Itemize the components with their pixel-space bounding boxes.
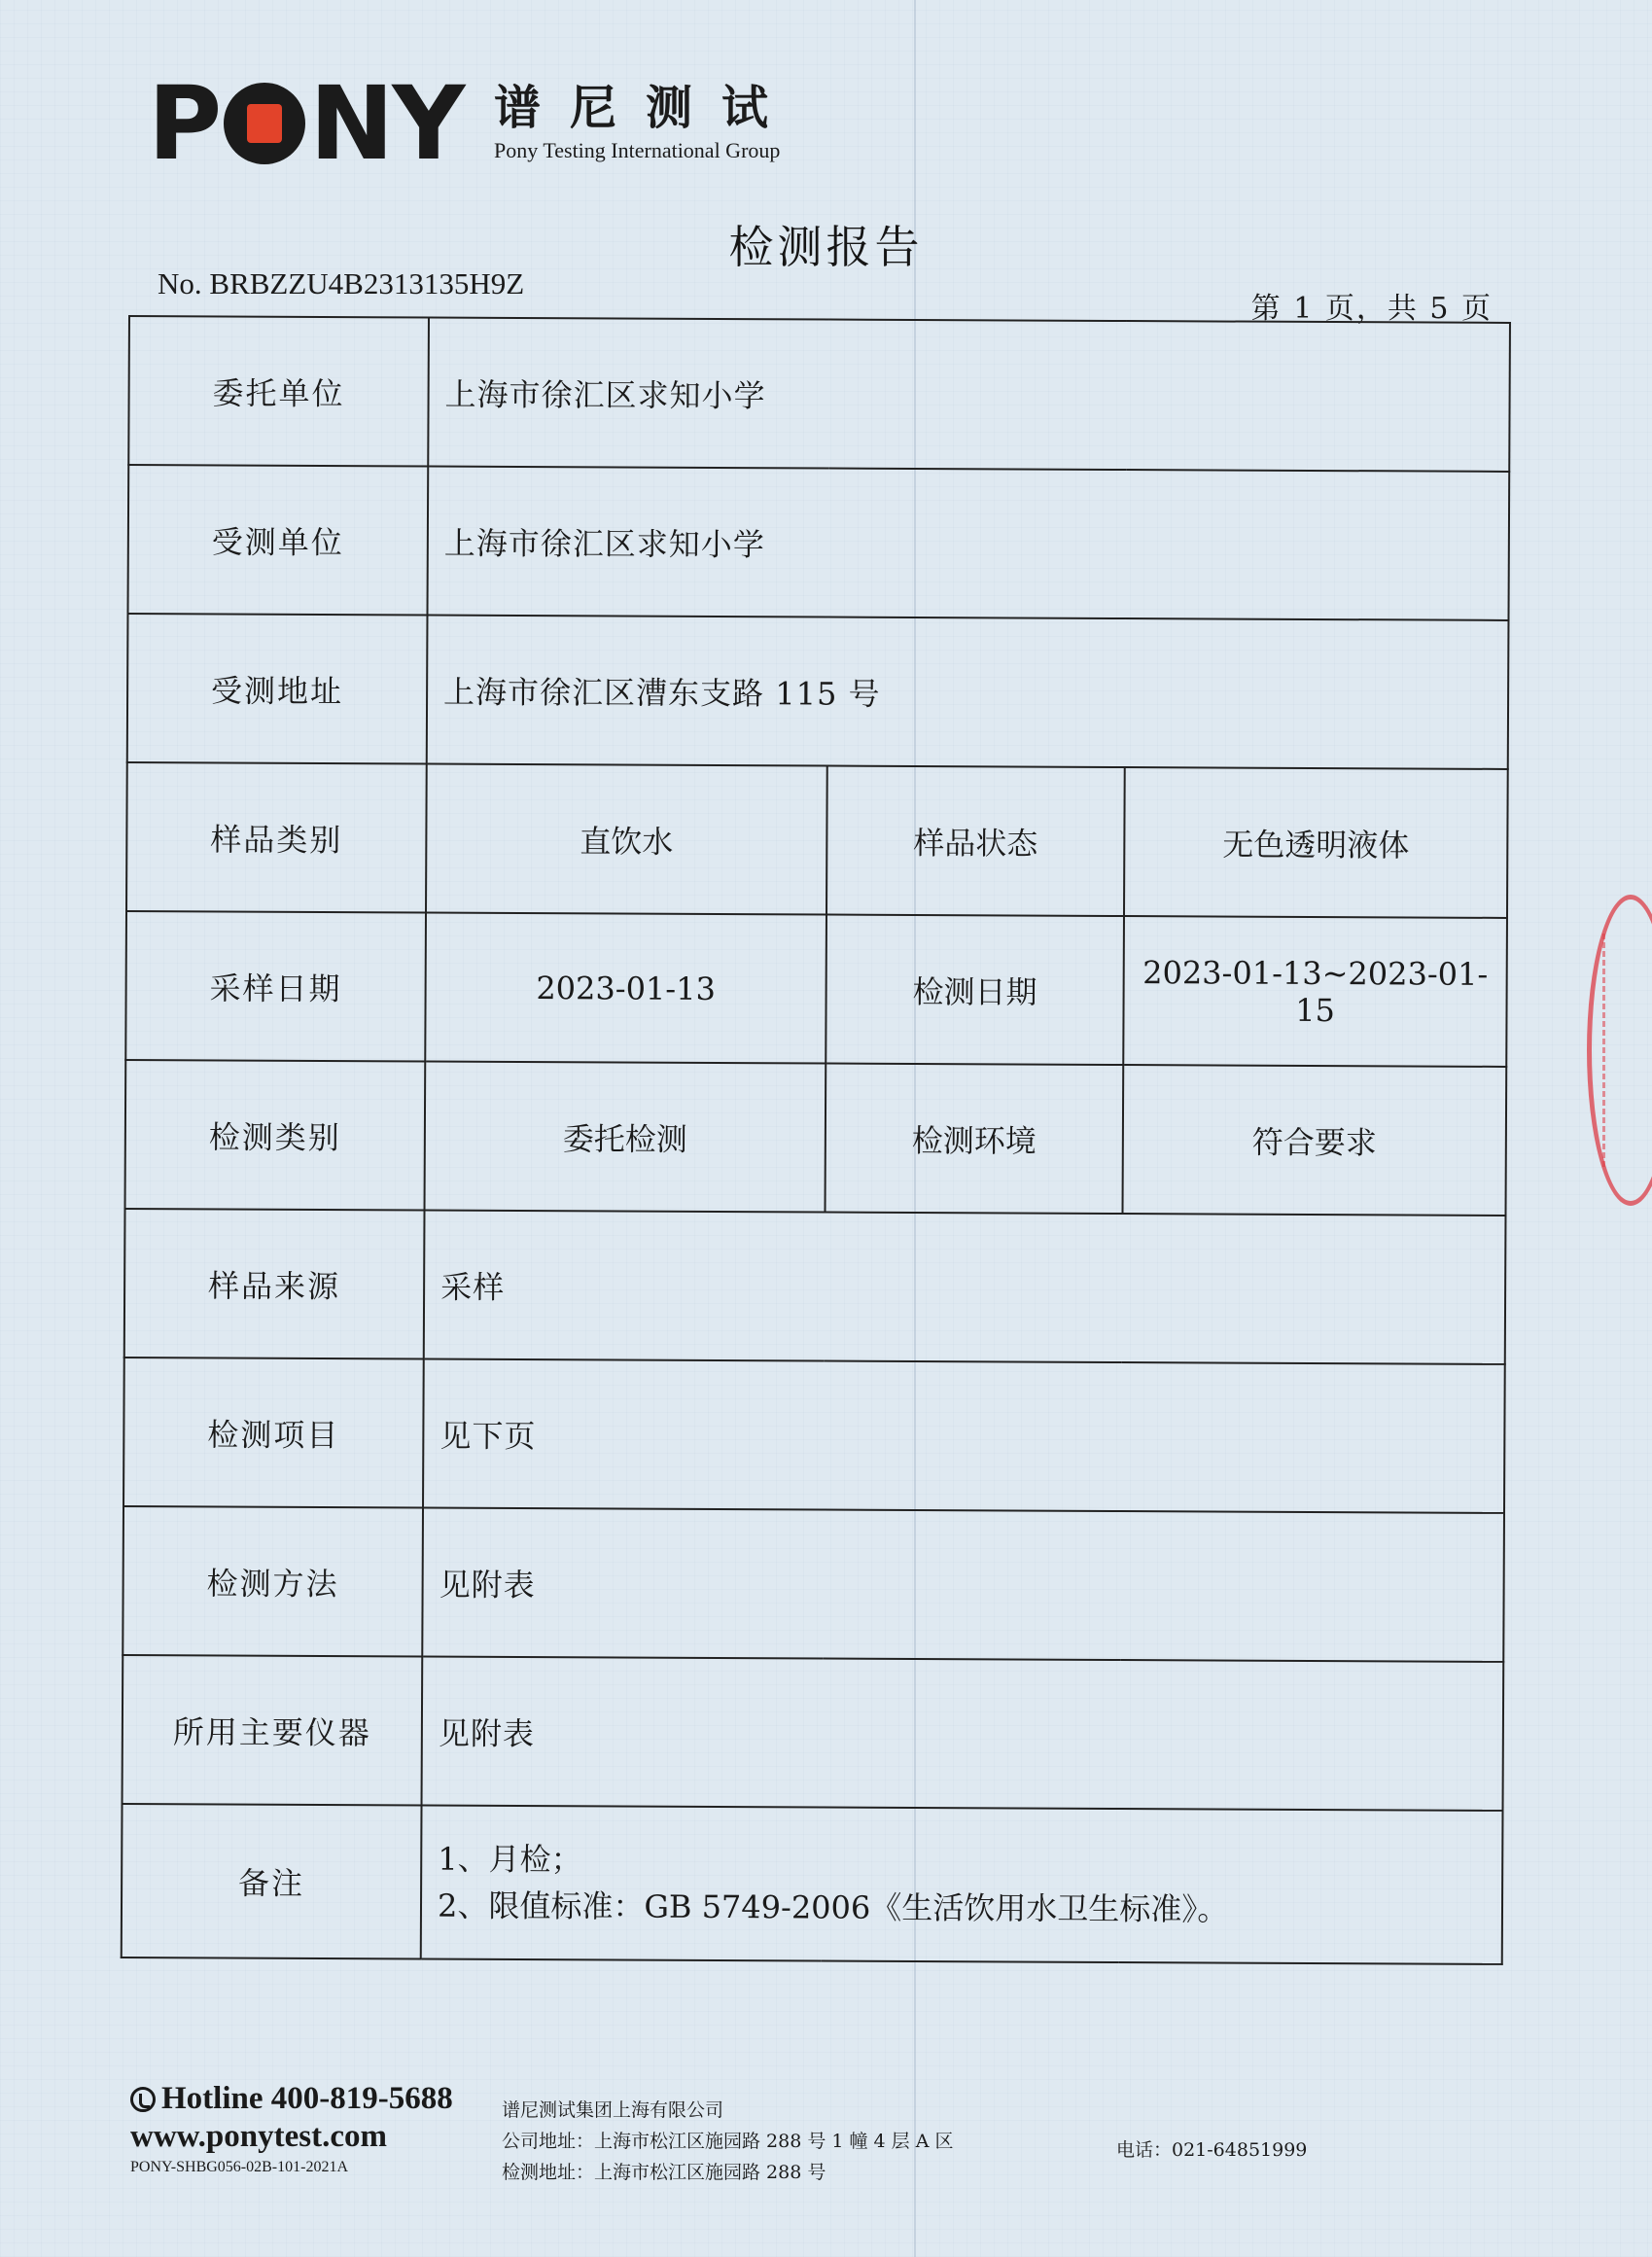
- test-date-label: 检测日期: [826, 915, 1124, 1065]
- test-items-label: 检测项目: [123, 1358, 424, 1508]
- table-row-instruments: [123, 1655, 1504, 1811]
- instruments-value: 见附表: [422, 1656, 1504, 1810]
- sample-state-value: 无色透明液体: [1124, 767, 1508, 918]
- test-env-label: 检测环境: [826, 1064, 1124, 1214]
- form-code: PONY-SHBG056-02B-101-2021A: [130, 2159, 349, 2175]
- sample-source-value: 采样: [424, 1210, 1506, 1363]
- table-row-sample-category: [126, 762, 1508, 918]
- table-row-client: [128, 316, 1510, 472]
- test-type-label: 检测类别: [125, 1060, 426, 1211]
- footer-phone: 电话：021-64851999: [1116, 2139, 1308, 2161]
- sampling-date-label: 采样日期: [125, 911, 426, 1062]
- test-type-value: 委托检测: [425, 1062, 826, 1213]
- report-title: 检测报告: [728, 221, 924, 273]
- report-number: No. BRBZZU4B2313135H9Z: [158, 266, 525, 300]
- test-method-value: 见附表: [422, 1507, 1504, 1661]
- report-info-table: [121, 315, 1511, 1965]
- test-method-label: 检测方法: [123, 1506, 423, 1657]
- remark-line: 2、限值标准：GB 5749-2006《生活饮用水卫生标准》。: [437, 1887, 1229, 1928]
- company-logo: [148, 64, 828, 183]
- test-items-value: 见下页: [423, 1358, 1505, 1512]
- sample-source-label: 样品来源: [124, 1209, 425, 1359]
- remarks-value: [421, 1805, 1503, 1963]
- table-row-test-type: [125, 1060, 1507, 1216]
- hotline-text: Hotline 400-819-5688: [161, 2081, 453, 2116]
- tested-address-label: 受测地址: [127, 614, 428, 764]
- tested-address-value: 上海市徐汇区漕东支路 115 号: [427, 616, 1509, 769]
- website-link[interactable]: www.ponytest.com: [130, 2119, 387, 2154]
- footer-company-address: 公司地址：上海市松江区施园路 288 号 1 幢 4 层 A 区: [502, 2131, 954, 2152]
- client-value: 上海市徐汇区求知小学: [428, 318, 1510, 472]
- footer-company-name: 谱尼测试集团上海有限公司: [502, 2099, 724, 2121]
- table-row-dates: [125, 911, 1507, 1067]
- hotline: [130, 2081, 519, 2117]
- test-date-value: 2023-01-13~2023-01-15: [1123, 916, 1507, 1067]
- client-label: 委托单位: [128, 316, 429, 467]
- sample-category-label: 样品类别: [126, 762, 427, 913]
- company-name-cn: 谱尼测试: [494, 81, 798, 135]
- page-count: 第 1 页，共 5 页: [1250, 292, 1493, 326]
- remark-line: 1、月检；: [438, 1840, 582, 1879]
- footer-contact: [130, 2081, 519, 2176]
- footer-company-info: [502, 2095, 953, 2188]
- sample-state-label: 样品状态: [826, 766, 1125, 916]
- table-row-sample-source: [124, 1209, 1506, 1364]
- instruments-label: 所用主要仪器: [123, 1655, 423, 1806]
- logo-o-mark: [224, 83, 305, 164]
- seal-inner-ring: [1602, 934, 1644, 1167]
- table-row-remarks: [122, 1804, 1503, 1964]
- tested-unit-value: 上海市徐汇区求知小学: [427, 467, 1509, 620]
- table-row-tested-address: [127, 614, 1509, 769]
- table-row-test-items: [123, 1358, 1505, 1513]
- phone-icon: [130, 2087, 156, 2112]
- footer-test-address: 检测地址：上海市松江区施园路 288 号: [502, 2162, 826, 2183]
- remarks-label: 备注: [122, 1804, 422, 1959]
- table-row-test-method: [123, 1506, 1504, 1662]
- tested-unit-label: 受测单位: [127, 465, 428, 616]
- sample-category-value: 直饮水: [426, 764, 827, 915]
- test-env-value: 符合要求: [1122, 1065, 1506, 1216]
- sampling-date-value: 2023-01-13: [425, 913, 826, 1064]
- company-name-en: Pony Testing International Group: [494, 138, 781, 162]
- logo-wordmark: P NY: [148, 64, 464, 183]
- table-row-tested-unit: [127, 465, 1509, 620]
